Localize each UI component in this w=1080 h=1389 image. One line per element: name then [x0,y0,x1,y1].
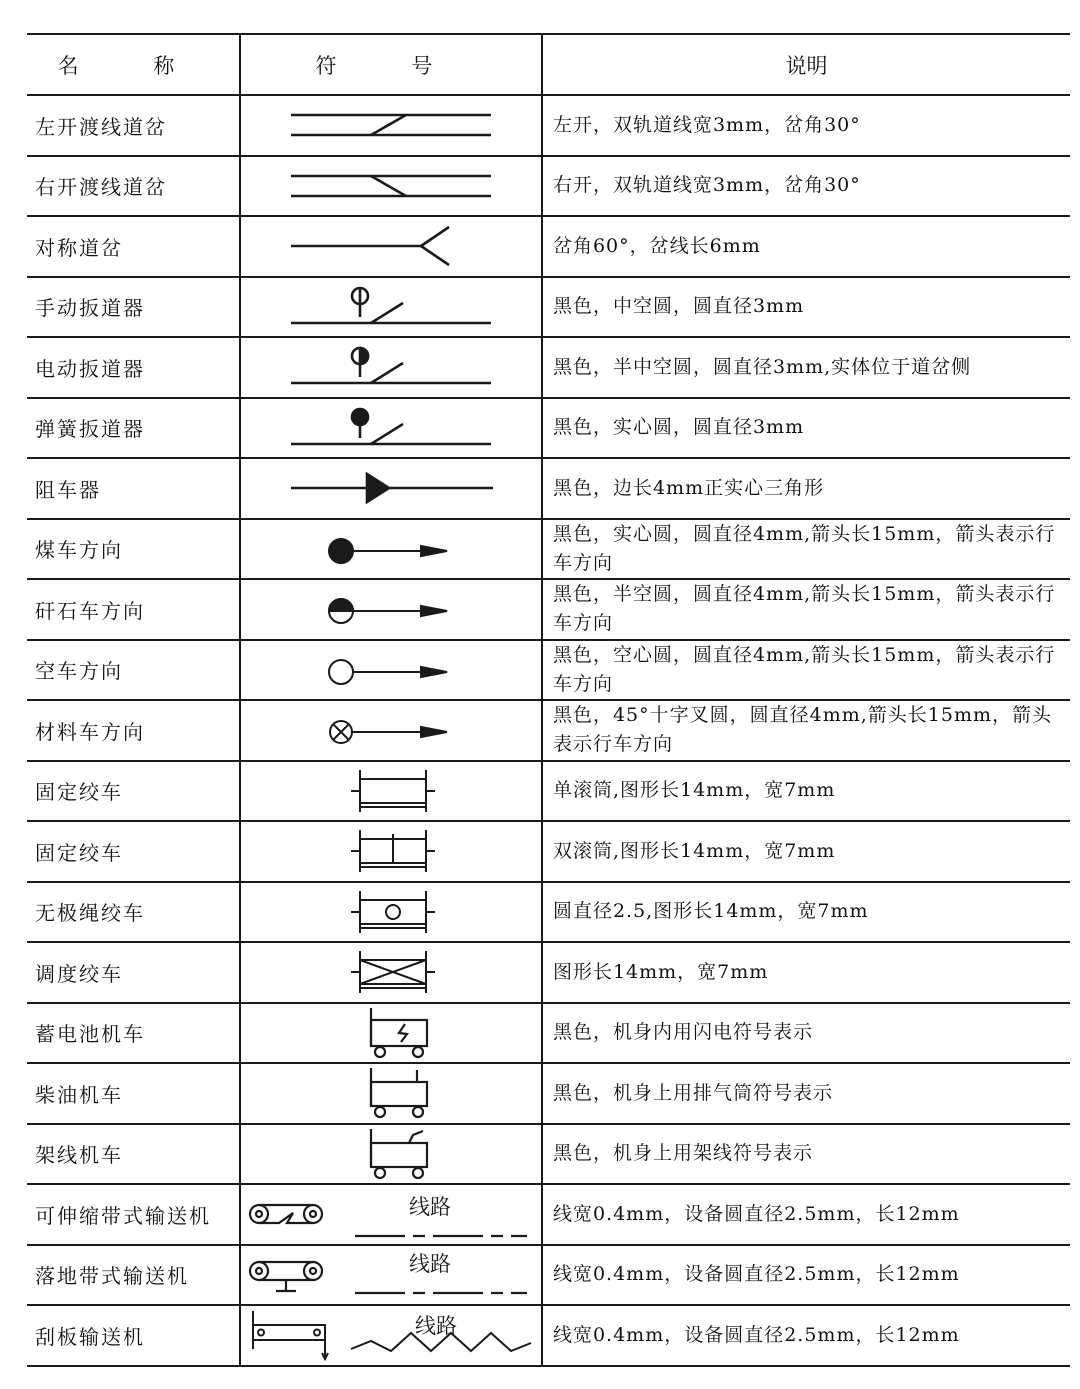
table-row [27,1184,1070,1245]
table-row [27,519,1070,580]
row-desc: 黑色，机身内用闪电符号表示 [542,1003,1070,1064]
row-name: 阻车器 [27,458,240,519]
diesel-locomotive-icon [281,1066,501,1120]
left-crossover-switch-icon [281,105,501,145]
table-row [27,277,1070,338]
row-name: 煤车方向 [27,519,240,580]
row-name: 固定绞车 [27,821,240,882]
row-desc: 黑色，空心圆，圆直径4mm,箭头长15mm，箭头表示行车方向 [542,640,1070,701]
row-desc: 黑色，中空圆，圆直径3mm [542,277,1070,338]
table-row [27,821,1070,882]
row-name: 刮板输送机 [27,1305,240,1366]
table-header-row [27,34,1070,95]
row-name: 固定绞车 [27,761,240,822]
row-desc: 黑色，机身上用排气筒符号表示 [542,1063,1070,1124]
table-row [27,700,1070,761]
table-row [27,882,1070,943]
scraper-conveyor-icon [243,1307,539,1363]
row-desc: 黑色，半中空圆，圆直径3mm,实体位于道岔侧 [542,337,1070,398]
row-desc: 圆直径2.5,图形长14mm，宽7mm [542,882,1070,943]
table-row [27,1305,1070,1366]
row-name: 矸石车方向 [27,579,240,640]
floor-belt-conveyor-icon [243,1247,539,1303]
row-name: 蓄电池机车 [27,1003,240,1064]
table-row [27,95,1070,156]
row-desc: 右开，双轨道线宽3mm，岔角30° [542,156,1070,217]
row-name: 无极绳绞车 [27,882,240,943]
header-symbol: 符 号 [240,34,542,95]
row-desc: 线宽0.4mm，设备圆直径2.5mm，长12mm [542,1305,1070,1366]
row-desc: 黑色，45°十字叉圆，圆直径4mm,箭头长15mm，箭头表示行车方向 [542,700,1070,761]
row-desc: 岔角60°，岔线长6mm [542,216,1070,277]
row-name: 手动扳道器 [27,277,240,338]
row-name: 可伸缩带式输送机 [27,1184,240,1245]
row-desc: 单滚筒,图形长14mm，宽7mm [542,761,1070,822]
table-row [27,579,1070,640]
table-row [27,458,1070,519]
dispatch-winch-icon [281,947,501,997]
table-row [27,1063,1070,1124]
table-row [27,942,1070,1003]
row-desc: 黑色，边长4mm正实心三角形 [542,458,1070,519]
manual-switch-operator-icon [281,283,501,331]
table-row [27,216,1070,277]
row-desc: 左开，双轨道线宽3mm，岔角30° [542,95,1070,156]
mining-symbol-table [27,33,1070,1367]
table-row [27,1245,1070,1306]
car-stopper-icon [281,468,501,508]
row-desc: 黑色，机身上用架线符号表示 [542,1124,1070,1185]
row-name: 材料车方向 [27,700,240,761]
row-desc: 黑色，半空圆，圆直径4mm,箭头长15mm，箭头表示行车方向 [542,579,1070,640]
row-name: 空车方向 [27,640,240,701]
trolley-locomotive-icon [281,1127,501,1181]
row-name: 左开渡线道岔 [27,95,240,156]
table-row [27,1003,1070,1064]
row-name: 右开渡线道岔 [27,156,240,217]
header-name: 名 称 [27,34,240,95]
row-desc: 双滚筒,图形长14mm，宽7mm [542,821,1070,882]
coal-car-direction-icon [281,529,501,569]
row-desc: 线宽0.4mm，设备圆直径2.5mm，长12mm [542,1245,1070,1306]
table-row [27,1124,1070,1185]
material-car-direction-icon [281,710,501,750]
row-desc: 图形长14mm，宽7mm [542,942,1070,1003]
conveyor-line-label: 线路 [408,1195,451,1220]
row-name: 调度绞车 [27,942,240,1003]
table-row [27,156,1070,217]
empty-car-direction-icon [281,650,501,690]
double-drum-winch-icon [281,826,501,876]
row-name: 柴油机车 [27,1063,240,1124]
symmetric-switch-icon [281,222,501,270]
row-name: 电动扳道器 [27,337,240,398]
row-name: 弹簧扳道器 [27,398,240,459]
table-row [27,398,1070,459]
header-desc: 说明 [542,34,1070,95]
row-desc: 线宽0.4mm，设备圆直径2.5mm，长12mm [542,1184,1070,1245]
spring-switch-operator-icon [281,404,501,452]
row-desc: 黑色，实心圆，圆直径4mm,箭头长15mm，箭头表示行车方向 [542,519,1070,580]
conveyor-line-label: 线路 [408,1251,451,1276]
row-name: 落地带式输送机 [27,1245,240,1306]
row-name: 对称道岔 [27,216,240,277]
row-desc: 黑色，实心圆，圆直径3mm [542,398,1070,459]
battery-locomotive-icon [281,1006,501,1060]
single-drum-winch-icon [281,766,501,816]
table-row [27,337,1070,398]
conveyor-line-label: 线路 [414,1314,457,1339]
gangue-car-direction-icon [281,589,501,629]
endless-rope-winch-icon [281,887,501,937]
row-name: 架线机车 [27,1124,240,1185]
table-row [27,761,1070,822]
table-row [27,640,1070,701]
electric-switch-operator-icon [281,343,501,391]
extendable-belt-conveyor-icon [243,1186,539,1242]
right-crossover-switch-icon [281,166,501,206]
